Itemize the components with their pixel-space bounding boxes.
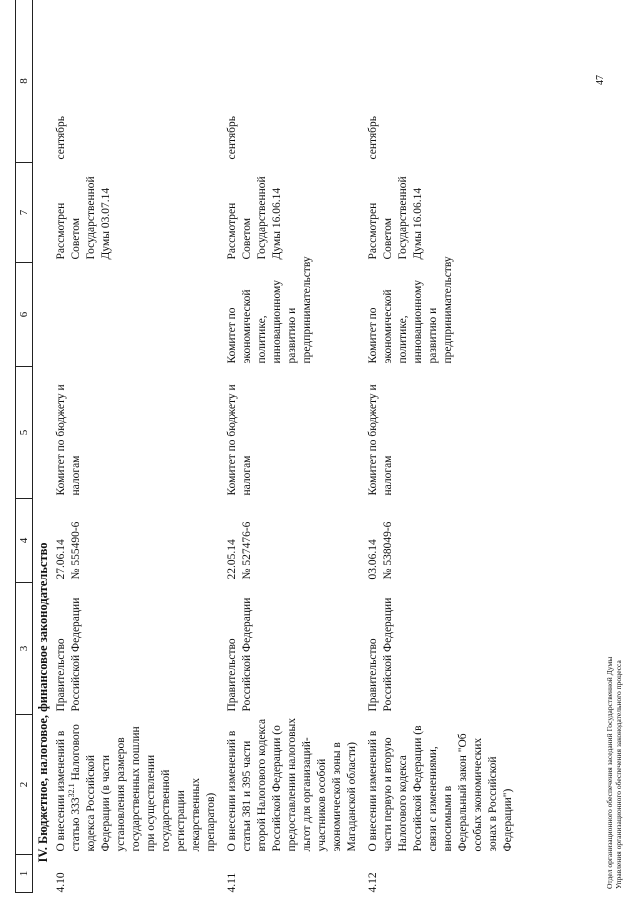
column-number: 8 bbox=[16, 0, 33, 163]
responsible-committee: Комитет по бюджету и налогам bbox=[55, 384, 82, 496]
bill-date: 27.06.14 bbox=[55, 539, 67, 580]
bill-title-text: О внесении изменений в статьи 381 и 395 части второй Налогового кодекса Российской Федерации (о предоставлении налоговых льгот для организаций-участников особой экономической зоны в Магаданской области) bbox=[226, 717, 358, 852]
bill-number: № 527476-6 bbox=[241, 521, 253, 580]
bill-author: Правительство Российской Федерации bbox=[367, 597, 394, 712]
bill-date-number bbox=[52, 499, 223, 583]
bill-title bbox=[364, 715, 520, 855]
table-row bbox=[223, 0, 364, 893]
footer-line: Управления организационного обеспечения законодательного процесса bbox=[614, 660, 623, 889]
bill-month: сентябрь bbox=[226, 115, 238, 160]
bill-month: сентябрь bbox=[367, 115, 379, 160]
bill-date: 22.05.14 bbox=[226, 539, 238, 580]
column-number-row bbox=[16, 0, 33, 893]
bill-date: 03.06.14 bbox=[367, 539, 379, 580]
co-committee: Комитет по экономической политике, инновационному развитию и предпринимательству bbox=[367, 256, 454, 364]
column-number: 5 bbox=[16, 367, 33, 499]
footer bbox=[605, 657, 623, 889]
bill-title bbox=[223, 715, 364, 855]
bill-number: № 555490-6 bbox=[70, 521, 82, 580]
bill-title-text: О внесении изменений в статью 333 bbox=[55, 730, 82, 852]
table-row bbox=[52, 0, 223, 893]
column-number: 4 bbox=[16, 499, 33, 583]
column-number: 6 bbox=[16, 263, 33, 367]
page-number: 47 bbox=[595, 75, 606, 85]
footer-line: Отдел организационного обеспечения заседаний Государственной Думы bbox=[605, 656, 614, 889]
bill-status: Рассмотрен Советом Государственной Думы 16.06.14 bbox=[226, 176, 283, 260]
bills-table bbox=[15, 0, 520, 893]
section-title: IV. Бюджетное, налоговое, финансовое законодательство bbox=[36, 542, 50, 863]
bill-title-text: О внесении изменений в части первую и вторую Налогового кодекса Российской Федерации (в связи с изменениями, вносимыми в Федеральный закон "Об особых экономических зонах в Российской Федерации") bbox=[367, 725, 514, 852]
co-committee: Комитет по экономической политике, инновационному развитию и предпринимательству bbox=[226, 256, 313, 364]
co-committee bbox=[52, 263, 223, 367]
bill-title-superscript: 32.1 bbox=[67, 783, 77, 798]
bill-month: сентябрь bbox=[55, 115, 67, 160]
bill-title bbox=[52, 715, 223, 855]
column-number: 2 bbox=[16, 715, 33, 855]
responsible-committee: Комитет по бюджету и налогам bbox=[226, 384, 253, 496]
column-number: 7 bbox=[16, 163, 33, 263]
table-row bbox=[364, 0, 520, 893]
bill-title-text-cont: Налогового кодекса Российской Федерации (в части установления размеров государственных пошлин при осуществлении государственной регистрации лекарственных препаратов) bbox=[70, 724, 217, 852]
column-number: 1 bbox=[16, 855, 33, 893]
bill-date-number bbox=[223, 499, 364, 583]
bill-status: Рассмотрен Советом Государственной Думы 16.06.14 bbox=[367, 176, 424, 260]
responsible-committee: Комитет по бюджету и налогам bbox=[367, 384, 394, 496]
bill-date-number bbox=[364, 499, 520, 583]
bill-status: Рассмотрен Советом Государственной Думы 03.07.14 bbox=[55, 176, 112, 260]
column-number: 3 bbox=[16, 583, 33, 715]
bill-number: № 538049-6 bbox=[382, 521, 394, 580]
bill-author: Правительство Российской Федерации bbox=[226, 597, 253, 712]
row-number: 4.12 bbox=[367, 872, 379, 893]
row-number: 4.10 bbox=[55, 872, 67, 893]
bill-author: Правительство Российской Федерации bbox=[55, 597, 82, 712]
section-row bbox=[33, 0, 53, 893]
row-number: 4.11 bbox=[226, 872, 238, 893]
